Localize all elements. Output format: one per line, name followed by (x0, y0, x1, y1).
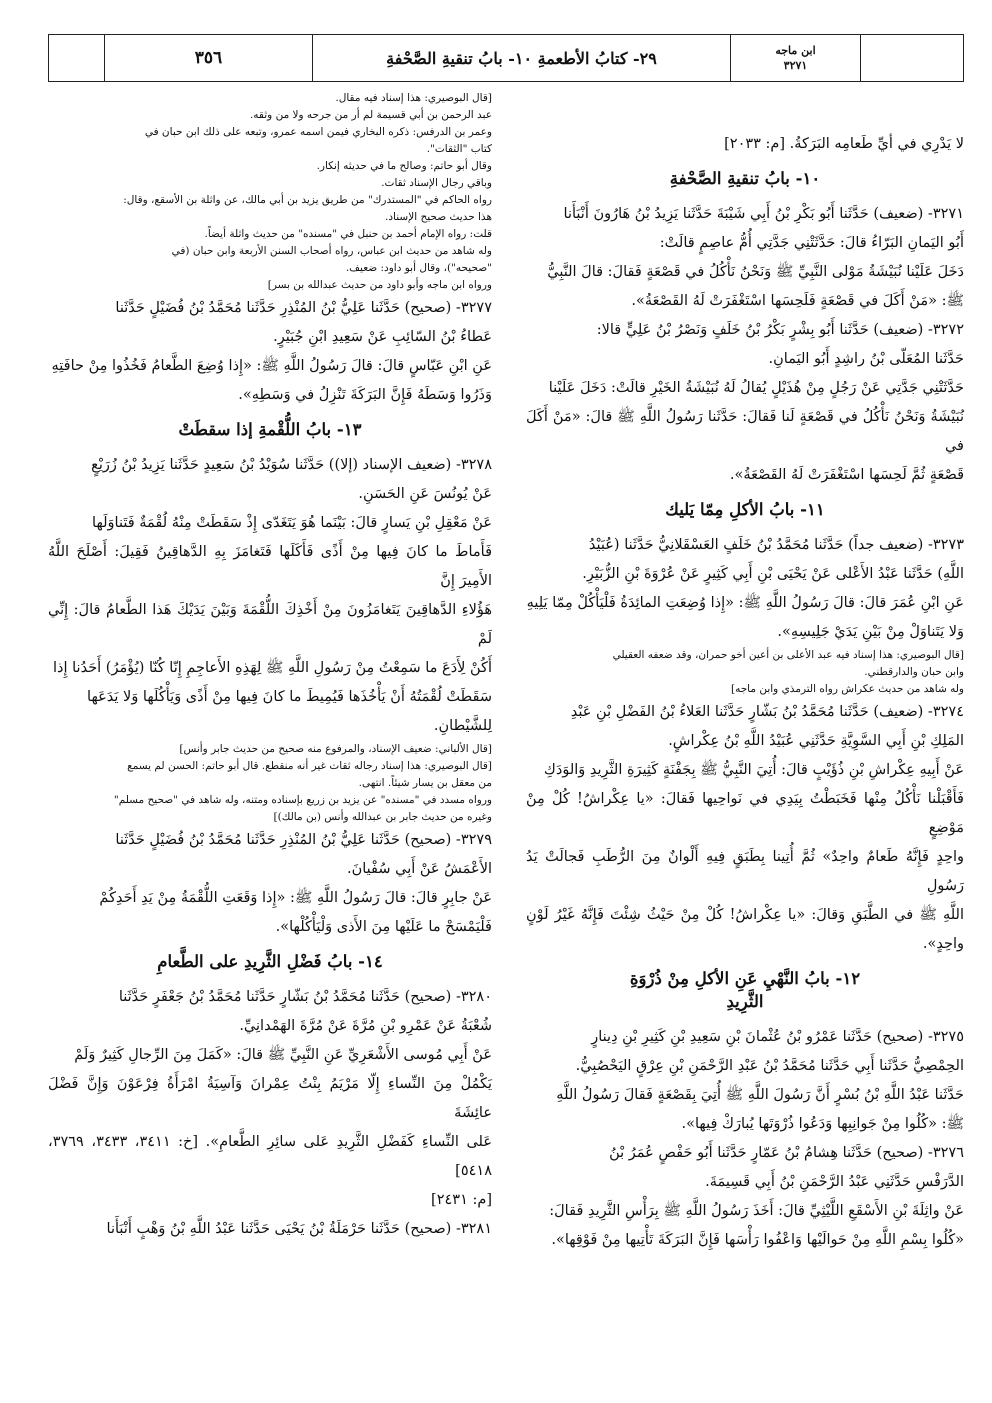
hadith-line: عَلى النِّساءِ كَفَضْلِ الثَّرِيدِ عَلى سائِرِ الطَّعامِ». [خ: ٣٤١١، ٣٤٣٣، ٣٧٦٩، ٥٤١٨] (48, 1134, 492, 1179)
footnote-line: "صحيحه")، وقال أبو داود: ضعيف. (345, 262, 492, 274)
chapter-heading: ١٢- بابُ النَّهْيِ عَنِ الأكلِ مِنْ ذُرْوَةِ (629, 969, 861, 988)
chapter-heading: ١٠- بابُ تنقيةِ الصَّحْفةِ (669, 169, 821, 188)
header-cell (49, 35, 105, 81)
hadith-line: نُبَيْشَةُ وَنَحْنُ نَأْكُلُ في قَصْعَةٍ لَنا فَقالَ: حَدَّثَنا رَسُولُ اللَّهِ ﷺ قالَ: «مَنْ أَكَلَ في (526, 409, 964, 454)
footnote-line: عبد الرحمن بن أبي قسيمة لم أر من جرحه ولا من وثقه. (249, 109, 492, 121)
hadith-line: ﷺ: «كُلُوا مِنْ جَوانِبِها وَدَعُوا ذُرْوَتَها يُبارَكْ فِيها». (681, 1116, 964, 1132)
hadith-line: ٣٢٧٧- (صحيح) حَدَّثَنا عَلِيُّ بْنُ المُنْذِرِ حَدَّثَنا مُحَمَّدُ بْنُ فُضَيْلٍ حَدَّثَنا (115, 300, 492, 316)
hadith-line: دَخَلَ عَلَيْنا نُبَيْشَةُ مَوْلى النَّبِيِّ ﷺ وَنَحْنُ نَأْكُلُ في قَصْعَةٍ فَقالَ: قالَ النَّبِيُّ (547, 264, 964, 280)
hadith-line: لِلشَّيْطانِ. (433, 718, 492, 734)
hadith-line: وَلا يَتَناوَلْ مِنْ بَيْنِ يَدَيْ جَلِيسِهِ». (777, 624, 964, 640)
hadith-line: هَؤُلاءِ الدَّهاقِينَ يَتَغامَزُونَ مِنْ أَخْذِكَ اللُّقْمَةَ وَبَيْنَ يَدَيْكَ هَذا الطَّعامُ قالَ: إِنِّي لَمْ (48, 602, 492, 647)
hadith-line: وَذَرُوا وَسَطَهُ فَإِنَّ البَرَكَةَ تَنْزِلُ في وَسَطِهِ». (238, 387, 492, 403)
hadith-line: حَدَّثَتْنِي جَدَّتِي عَنْ رَجُلٍ مِنْ هُذَيْلٍ يُقالُ لَهُ نُبَيْشَةُ الخَيْرِ قالَتْ: دَخَلَ عَلَيْنا (548, 380, 964, 396)
hadith-line: ٣٢٧١- (ضعيف) حَدَّثَنا أَبُو بَكْرِ بْنُ أَبِي شَيْبَةَ حَدَّثَنا يَزِيدُ بْنُ هَارُونَ أَنْبَأَنا (563, 206, 964, 222)
page-number: ٣٥٦ (105, 35, 313, 81)
hadith-line: ٣٢٧٤- (ضعيف) حَدَّثَنا مُحَمَّدُ بْنُ بَشّارٍ حَدَّثَنا العَلاءُ بْنُ الفَضْلِ بْنِ عَبْدِ (570, 704, 964, 720)
hadith-line: «كُلُوا بِسْمِ اللَّهِ مِنْ حَوالَيْها وَاعْفُوا رَأْسَها فَإِنَّ البَرَكَةَ تَأْتِيها مِنْ فَوْقِها». (551, 1232, 964, 1248)
hadith-line: [م: ٢٤٣١] (431, 1192, 492, 1208)
footnote-line: من معقل بن يسار شيئاً. انتهى. (358, 777, 492, 789)
footnote-line: وغيره من حديث جابر بن عبدالله وأنس (بن مالك)] (273, 811, 492, 823)
hadith-line: عَنْ أَبِي مُوسى الأَشْعَرِيِّ عَنِ النَّبِيِّ ﷺ قالَ: «كَمَلَ مِنَ الرِّجالِ كَثِيرٌ وَلَمْ (74, 1047, 492, 1063)
hadith-line: ٣٢٧٢- (ضعيف) حَدَّثَنا أَبُو بِشْرٍ بَكْرُ بْنُ خَلَفٍ وَنَصْرُ بْنُ عَلِيٍّ قالا: (596, 322, 964, 338)
footnote-line: رواه الحاكم في "المستدرك" من طريق يزيد بن أبي مالك، عن واثلة بن الأسقع، وقال: (123, 194, 492, 206)
hadith-line: المَلِكِ بْنِ أَبِي السَّوِيَّةِ حَدَّثَنِي عُبَيْدُ اللَّهِ بْنُ عِكْراشٍ. (668, 733, 964, 749)
hadith-line: ٣٢٧٩- (صحيح) حَدَّثَنا عَلِيُّ بْنُ المُنْذِرِ حَدَّثَنا مُحَمَّدُ بْنُ فُضَيْلٍ حَدَّثَنا (115, 832, 492, 848)
hadith-line: ﷺ: «مَنْ أَكَلَ في قَصْعَةٍ فَلَحِسَها اسْتَغْفَرَتْ لَهُ القَصْعَةُ». (631, 293, 964, 309)
hadith-line: ٣٢٧٥- (صحيح) حَدَّثَنا عَمْرُو بْنُ عُثْمانَ بْنِ سَعِيدِ بْنِ كَثِيرِ بْنِ دِينارٍ (591, 1029, 964, 1045)
hadith-line: فَأَماطَ ما كانَ فِيها مِنْ أَذًى فَأَكَلَها فَتَغامَزَ بِهِ الدَّهاقِينُ فَقِيلَ: أَصْلَحَ اللَّهُ الأَمِيرَ إِنَّ (48, 544, 492, 589)
hadith-line: عَنْ أَبِيهِ عِكْراشِ بْنِ ذُؤَيْبٍ قالَ: أُتِيَ النَّبِيُّ ﷺ بِجَفْنَةٍ كَثِيرَةِ الثَّرِيدِ وَالوَدَكِ (543, 762, 964, 778)
footnote-line: وابن حبان والدارقطني. (864, 666, 964, 678)
hadith-line: يَكْمُلْ مِنَ النِّساءِ إِلّا مَرْيَمُ بِنْتُ عِمْرانَ وَآسِيَةُ امْرَأَةُ فِرْعَوْنَ وَإِنَّ فَضْلَ عائِشَةَ (48, 1076, 492, 1121)
hadith-line: عَطاءُ بْنُ السّائِبِ عَنْ سَعِيدِ ابْنِ جُبَيْرٍ. (273, 329, 492, 345)
chapter-heading: ١١- بابُ الأكلِ مِمّا يَليك (665, 500, 825, 519)
footnote-line: ورواه مسدد في "مسنده" عن يزيد بن زريع بإسناده ومتنه، وله شاهد في "صحيح مسلم" (113, 794, 492, 806)
footnote-line: وله شاهد من حديث عكراش رواه الترمذي وابن ماجه] (730, 683, 964, 695)
hadith-line: عَنْ واثِلَةَ بْنِ الأَسْقَعِ اللَّيْثِيِّ قالَ: أَخَذَ رَسُولُ اللَّهِ ﷺ بِرَأْسِ الثَّرِيدِ فَقالَ: (549, 1203, 964, 1219)
hadith-line: واحِدٍ فَإِنَّهُ طَعامٌ واحِدٌ» ثُمَّ أُتِينا بِطَبَقٍ فِيهِ أَلْوانٌ مِنَ الرُّطَبِ فَجالَتْ يَدُ رَسُولِ (526, 849, 964, 894)
page (48, 34, 964, 1248)
chapter-heading: ١٤- بابُ فَضْلِ الثَّرِيدِ على الطَّعامِ (157, 952, 383, 971)
hadith-line: فَأَقْبَلْنا نَأْكُلُ مِنْها فَخَبَطْتُ بِيَدِي في نَواحِيها فَقالَ: «يا عِكْراشُ! كُلْ مِنْ مَوْضِعٍ (526, 791, 964, 836)
footnote-line: هذا حديث صحيح الإسناد. (385, 211, 492, 223)
hadith-line: عَنْ مَعْقِلِ بْنِ يَسارٍ قالَ: بَيْنَما هُوَ يَتَغَدّى إِذْ سَقَطَتْ مِنْهُ لُقْمَةٌ فَتَناوَلَها (92, 515, 492, 531)
footnote-line: [قال البوصيري: هذا إسناد فيه مقال. (335, 92, 492, 104)
hadith-line: ٣٢٨١- (صحيح) حَدَّثَنا حَرْمَلَةُ بْنُ يَحْيَى حَدَّثَنا عَبْدُ اللَّهِ بْنُ وَهْبٍ أَنْبَأَنا (106, 1221, 492, 1237)
text-line: لا يَدْرِي في أيِّ طَعامِه البَرَكةُ. [م: ٢٠٣٣] (724, 136, 964, 152)
hadith-line: أَبُو اليَمانِ البَرّاءُ قالَ: حَدَّثَتْنِي جَدَّتِي أُمُّ عاصِمٍ قالَتْ: (659, 235, 964, 251)
hadith-line: الأَعْمَشُ عَنْ أَبِي سُفْيانَ. (346, 861, 492, 877)
book-name: ابن ماجه (775, 44, 816, 57)
hadith-line: حَدَّثَنا المُعَلّى بْنُ راشِدٍ أَبُو اليَمانِ. (768, 351, 964, 367)
hadith-line: ٣٢٧٨- (ضعيف الإسناد (إلا)) حَدَّثَنا سُوَيْدُ بْنُ سَعِيدٍ حَدَّثَنا يَزِيدُ بْنُ زُرَيْعٍ (91, 457, 492, 473)
right-column (526, 130, 964, 1255)
footnote-line: كتاب "الثقات". (426, 143, 492, 155)
chapter-heading-cont: الثَّرِيدِ (726, 992, 764, 1011)
hadith-line: ٣٢٧٦- (صحيح) حَدَّثَنا هِشامُ بْنُ عَمّارٍ حَدَّثَنا أَبُو حَفْصٍ عُمَرُ بْنُ (609, 1145, 964, 1161)
hadith-line: ٣٢٧٣- (ضعيف جداً) حَدَّثَنا مُحَمَّدُ بْنُ خَلَفٍ العَسْقَلانِيُّ حَدَّثَنا (عُبَيْدُ (588, 537, 964, 553)
hadith-line: ٣٢٨٠- (صحيح) حَدَّثَنا مُحَمَّدُ بْنُ بَشّارٍ حَدَّثَنا مُحَمَّدُ بْنُ جَعْفَرٍ حَدَّثَنا (118, 989, 492, 1005)
hadith-line: الحِمْصِيُّ حَدَّثَنا أَبِي حَدَّثَنا مُحَمَّدُ بْنُ عَبْدِ الرَّحْمَنِ بْنِ عِرْقٍ اليَحْصُبِيُّ. (575, 1058, 964, 1074)
hadith-line: شُعْبَةُ عَنْ عَمْرِو بْنِ مُرَّةَ عَنْ مُرَّةَ الهَمْدانِيِّ. (239, 1018, 492, 1034)
book-reference (731, 35, 861, 81)
hadith-line: فَلْيَمْسَحْ ما عَلَيْها مِنَ الأَذى وَلْيَأْكُلْها». (275, 919, 492, 935)
footnote-line: وقال أبو حاتم: وصالح ما في حديثه إنكار. (316, 160, 492, 172)
footnote-line: [قال الألباني: ضعيف الإسناد، والمرفوع منه صحيح من حديث جابر وأنس] (179, 743, 492, 755)
hadith-range: ٣٢٧١ (783, 59, 808, 72)
footnote-line: وباقي رجال الإسناد ثقات. (381, 177, 492, 189)
hadith-line: أَكُنْ لِأَدَعَ ما سَمِعْتُ مِنْ رَسُولِ اللَّهِ ﷺ لِهَذِهِ الأَعاجِمِ إِنّا كُنّا (يُؤْمَرُ) أَحَدُنا إِذا (53, 660, 492, 676)
hadith-line: قَصْعَةٍ ثُمَّ لَحِسَها اسْتَغْفَرَتْ لَهُ القَصْعَةُ». (729, 467, 964, 483)
hadith-line: سَقَطَتْ لُقْمَتُهُ أَنْ يَأْخُذَها فَيُمِيطَ ما كانَ فِيها مِنْ أَذًى وَيَأْكُلَها وَلا يَدَعَها (87, 689, 492, 705)
hadith-line: عَنِ ابْنِ عَبّاسٍ قالَ: قالَ رَسُولُ اللَّهِ ﷺ: «إِذا وُضِعَ الطَّعامُ فَخُذُوا مِنْ حافَتِهِ (51, 358, 492, 374)
chapter-title: ٢٩- كتابُ الأطعمةِ ١٠- بابُ تنقيةِ الصَّحْفةِ (313, 35, 731, 81)
header-cell (861, 35, 965, 81)
chapter-heading: ١٣- بابُ اللُّقْمةِ إذا سقطَتْ (178, 420, 362, 439)
footnote-line: [قال البوصيري: هذا إسناد فيه عبد الأعلى بن أعين أخو حمران، وقد ضعفه العقيلي (612, 649, 964, 661)
hadith-line: الدَّرَفْسِ حَدَّثَنِي عَبْدُ الرَّحْمَنِ بْنُ أَبِي قَسِيمَةَ. (705, 1174, 964, 1190)
footnote-line: وعمر بن الدرفس: ذكره البخاري فيمن اسمه عمرو، وتبعه على ذلك ابن حبان في (144, 126, 492, 138)
footnote-line: ورواه ابن ماجه وأبو داود من حديث عبدالله بن بسر] (267, 279, 492, 291)
footnote-line: وله شاهد من حديث ابن عباس، رواه أصحاب السنن الأربعة وابن حبان (في (171, 245, 492, 257)
hadith-line: اللَّهِ ﷺ في الطَّبَقِ وَقالَ: «يا عِكْراشُ! كُلْ مِنْ حَيْثُ شِئْتَ فَإِنَّهُ غَيْرُ لَوْنٍ واحِدٍ». (526, 907, 964, 952)
left-column (48, 90, 492, 1244)
hadith-line: حَدَّثَنا عَبْدُ اللَّهِ بْنُ بُسْرٍ أَنَّ رَسُولَ اللَّهِ ﷺ أُتِيَ بِقَصْعَةٍ فَقالَ رَسُولُ اللَّهِ (556, 1087, 964, 1103)
running-header (48, 34, 964, 82)
hadith-line: عَنْ يُونُسَ عَنِ الحَسَنِ. (358, 486, 492, 502)
footnote-line: [قال البوصيري: هذا إسناد رجاله ثقات غير أنه منقطع. قال أبو حاتم: الحسن لم يسمع (127, 760, 492, 772)
hadith-line: عَنْ جابِرٍ قالَ: قالَ رَسُولُ اللَّهِ ﷺ: «إِذا وَقَعَتِ اللُّقْمَةُ مِنْ يَدِ أَحَدِكُمْ (99, 890, 492, 906)
hadith-line: عَنِ ابْنِ عُمَرَ قالَ: قالَ رَسُولُ اللَّهِ ﷺ: «إِذا وُضِعَتِ المائِدَةُ فَلْيَأْكُلْ مِمّا يَلِيهِ (526, 595, 964, 611)
hadith-line: اللَّهِ) حَدَّثَنا عَبْدُ الأَعْلى عَنْ يَحْيَى بْنِ أَبِي كَثِيرٍ عَنْ عُرْوَةَ بْنِ الزُّبَيْرِ. (582, 566, 964, 582)
footnote-line: قلت: رواه الإمام أحمد بن حنبل في "مسنده" من حديث واثلة أيضاً. (204, 228, 492, 240)
